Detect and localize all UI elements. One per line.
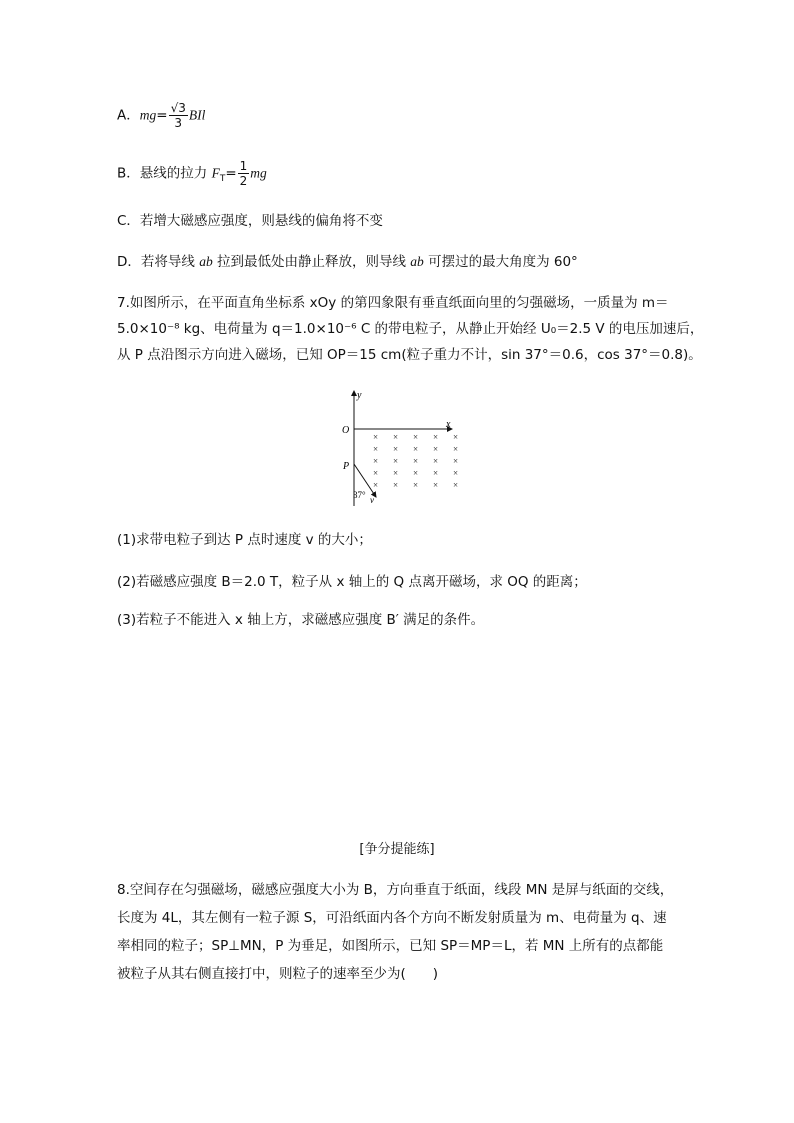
field-cross-icon: × [433, 468, 439, 478]
option-d [117, 249, 578, 275]
field-cross-icon: × [413, 432, 419, 442]
q7-line-1: 7.如图所示，在平面直角坐标系 xOy 的第四象限有垂直纸面向里的匀强磁场，一质量为 m＝ [117, 295, 669, 311]
option-b-fraction [238, 160, 250, 187]
field-cross-icon: × [413, 456, 419, 466]
field-cross-icon: × [453, 468, 459, 478]
x-axis-label: x [446, 419, 451, 430]
point-p-label: P [343, 461, 350, 472]
y-axis-label: y [357, 390, 362, 401]
q7-sub-1: (1)求带电粒子到达 P 点时速度 v 的大小； [117, 532, 372, 548]
option-b-var: F [211, 165, 220, 181]
field-cross-icon: × [453, 444, 459, 454]
option-a-denominator: 3 [174, 116, 183, 130]
option-b-label: B． [117, 165, 140, 182]
field-cross-icon: × [393, 432, 399, 442]
option-b [117, 160, 267, 192]
option-d-text-3: 可摆过的最大角度为 60° [423, 254, 578, 270]
option-b-denominator: 2 [239, 174, 248, 188]
field-cross-icon: × [393, 444, 399, 454]
field-cross-icon: × [373, 432, 379, 442]
field-cross-icon: × [393, 456, 399, 466]
field-cross-icon: × [413, 480, 419, 490]
field-cross-icon: × [373, 456, 379, 466]
field-cross-icon: × [433, 456, 439, 466]
field-cross-icon: × [373, 444, 379, 454]
q7-sub-3: (3)若粒子不能进入 x 轴上方，求磁感应强度 B′ 满足的条件。 [117, 612, 485, 628]
option-d-text-1: D．若将导线 [117, 254, 200, 270]
field-cross-icon: × [413, 468, 419, 478]
magnetic-field-figure [335, 385, 465, 510]
field-cross-icon: × [373, 480, 379, 490]
sqrt-icon: √ [170, 101, 179, 115]
field-cross-icon: × [433, 444, 439, 454]
field-cross-icon: × [453, 456, 459, 466]
section-title: [争分提能练] [359, 842, 435, 857]
option-a-equals: = [156, 107, 168, 124]
field-grid [373, 432, 458, 490]
option-c: C．若增大磁感应强度，则悬线的偏角将不变 [117, 213, 383, 229]
angle-label: 37° [353, 490, 366, 500]
option-d-text-2: 拉到最低处由静止释放，则导线 [212, 254, 411, 270]
option-b-rhs: mg [250, 165, 267, 181]
field-cross-icon: × [453, 480, 459, 490]
q8-line-1: 8.空间存在匀强磁场，磁感应强度大小为 B，方向垂直于纸面，线段 MN 是屏与纸面的交线， [117, 882, 674, 898]
option-d-ab-2: ab [410, 254, 424, 269]
option-a-numerator: 3 [178, 101, 186, 115]
option-a-rhs: BIl [188, 107, 206, 123]
option-a [117, 102, 205, 129]
q7-line-3: 从 P 点沿图示方向进入磁场，已知 OP＝15 cm(粒子重力不计，sin 37°＝0.6，cos 37°＝0.8)。 [117, 347, 702, 363]
q8-line-4: 被粒子从其右侧直接打中，则粒子的速率至少为( ) [117, 966, 439, 982]
option-a-label: A． [117, 107, 140, 124]
field-cross-icon: × [453, 432, 459, 442]
field-cross-icon: × [433, 480, 439, 490]
option-a-lhs: mg [139, 107, 157, 123]
option-b-equals: = [225, 165, 237, 182]
q8-line-3: 率相同的粒子；SP⊥MN，P 为垂足，如图所示，已知 SP＝MP＝L，若 MN 上所有的点都能 [117, 938, 664, 954]
option-d-ab-1: ab [199, 254, 213, 269]
q7-line-2: 5.0×10⁻⁸ kg、电荷量为 q＝1.0×10⁻⁶ C 的带电粒子，从静止开始经 U₀＝2.5 V 的电压加速后， [117, 321, 704, 337]
field-cross-icon: × [433, 432, 439, 442]
option-b-numerator: 1 [239, 159, 248, 173]
field-cross-icon: × [413, 444, 419, 454]
field-cross-icon: × [393, 468, 399, 478]
q7-sub-2: (2)若磁感应强度 B＝2.0 T，粒子从 x 轴上的 Q 点离开磁场，求 OQ 的距离； [117, 574, 587, 590]
velocity-label: v [370, 495, 374, 505]
option-b-sub: T [219, 174, 226, 185]
option-a-fraction [169, 102, 188, 129]
option-b-text: 悬线的拉力 [139, 165, 212, 182]
origin-label: O [342, 425, 350, 436]
field-cross-icon: × [373, 468, 379, 478]
q8-line-2: 长度为 4L，其左侧有一粒子源 S，可沿纸面内各个方向不断发射质量为 m、电荷量为 q、速 [117, 910, 667, 926]
field-cross-icon: × [393, 480, 399, 490]
